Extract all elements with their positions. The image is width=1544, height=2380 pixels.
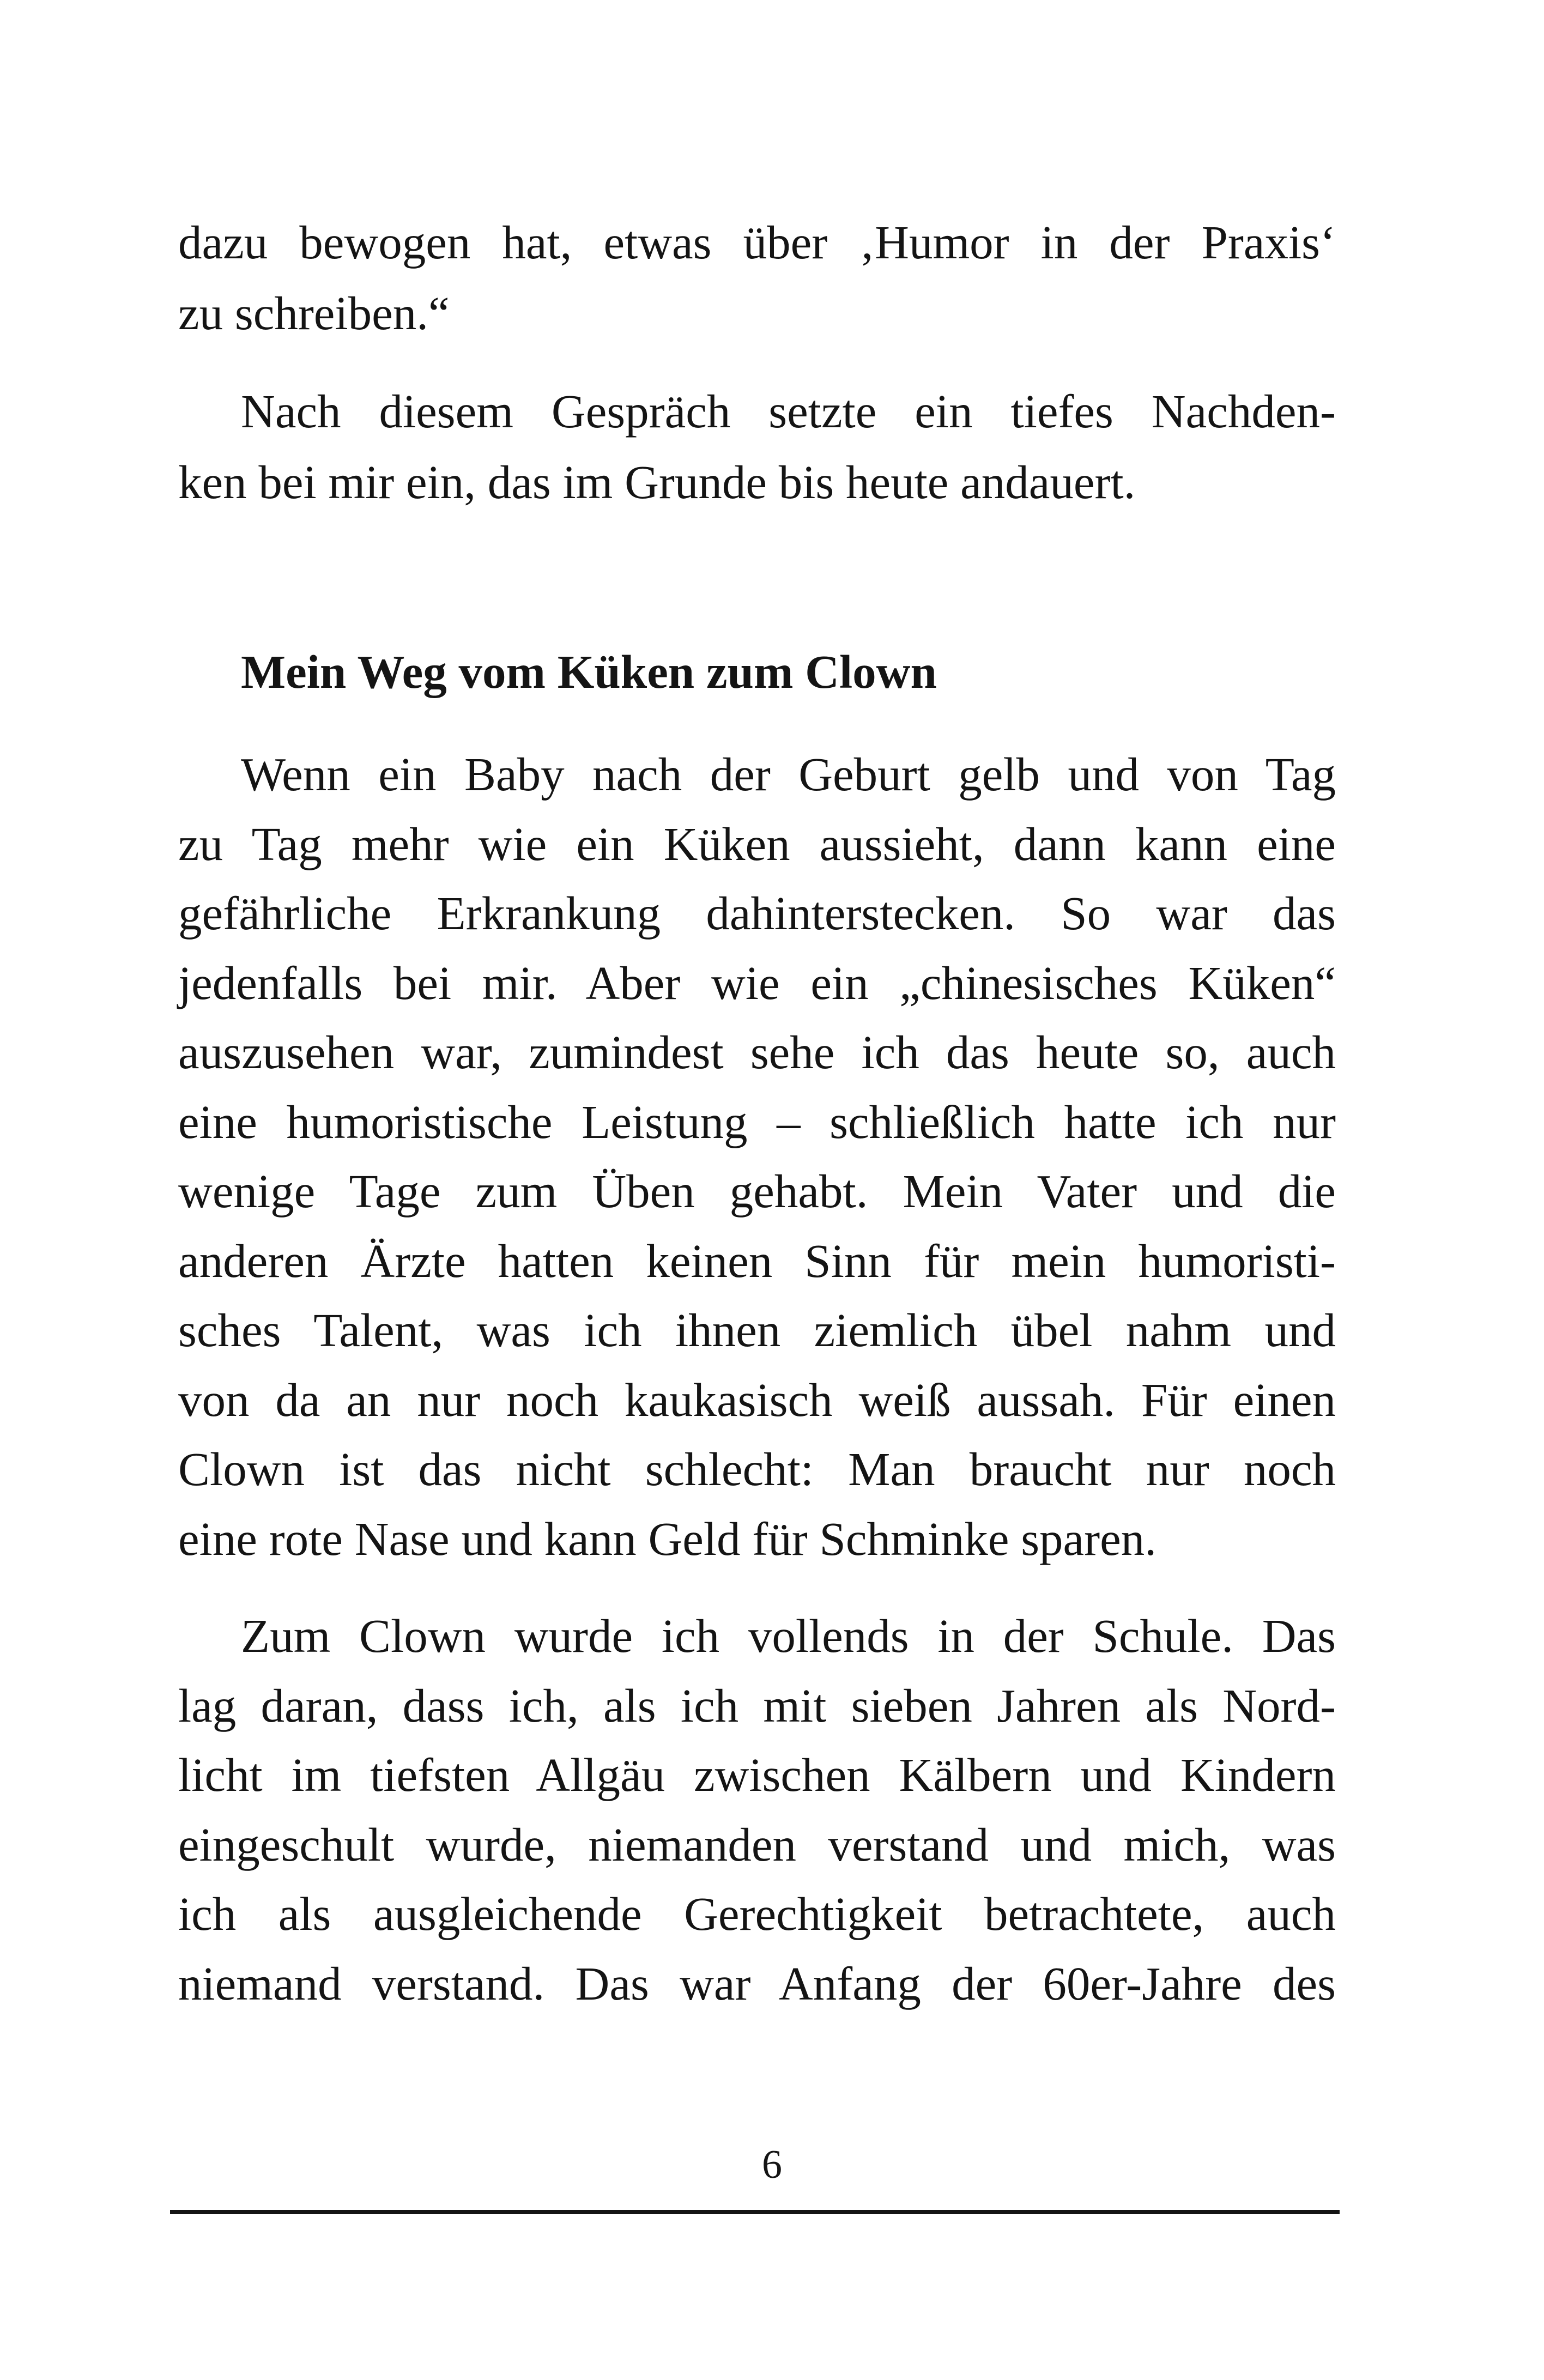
text-line: eingeschult wurde, niemanden verstand und mich, was [178, 1818, 1336, 1871]
text-line: sches Talent, was ich ihnen ziemlich übel nahm und [178, 1304, 1336, 1356]
text-line: wenige Tage zum Üben gehabt. Mein Vater und die [178, 1165, 1336, 1218]
text-line: zu schreiben.“ [178, 287, 450, 340]
text-line: Wenn ein Baby nach der Geburt gelb und von Tag [241, 748, 1336, 801]
text-line: gefährliche Erkrankung dahinterstecken. So war das [178, 887, 1336, 940]
text-line: eine humoristische Leistung – schließlich hatte ich nur [178, 1095, 1336, 1148]
text-line: von da an nur noch kaukasisch weiß aussah. Für einen [178, 1373, 1336, 1426]
text-line: auszusehen war, zumindest sehe ich das heute so, auch [178, 1026, 1336, 1079]
text-line: anderen Ärzte hatten keinen Sinn für mein humoristi- [178, 1234, 1336, 1287]
text-line: licht im tiefsten Allgäu zwischen Kälbern und Kindern [178, 1748, 1336, 1801]
text-line: eine rote Nase und kann Geld für Schminke sparen. [178, 1512, 1157, 1565]
text-line: Clown ist das nicht schlecht: Man braucht nur noch [178, 1443, 1336, 1495]
text-line: lag daran, dass ich, als ich mit sieben Jahren als Nord- [178, 1679, 1336, 1732]
page-number: 6 [762, 2142, 782, 2187]
text-line: zu Tag mehr wie ein Küken aussieht, dann kann eine [178, 817, 1336, 870]
section-heading: Mein Weg vom Küken zum Clown [241, 645, 937, 698]
text-line: dazu bewogen hat, etwas über ‚Humor in der Praxis‘ [178, 216, 1336, 269]
text-line: ken bei mir ein, das im Grunde bis heute andauert. [178, 456, 1136, 508]
text-line: Nach diesem Gespräch setzte ein tiefes Nachden- [241, 385, 1336, 438]
text-line: jedenfalls bei mir. Aber wie ein „chinesisches Küken“ [178, 956, 1336, 1009]
text-line: ich als ausgleichende Gerechtigkeit betrachtete, auch [178, 1887, 1336, 1940]
text-line: niemand verstand. Das war Anfang der 60er-Jahre des [178, 1957, 1336, 2010]
text-line: Zum Clown wurde ich vollends in der Schule. Das [241, 1609, 1336, 1662]
footer-rule [170, 2210, 1340, 2214]
